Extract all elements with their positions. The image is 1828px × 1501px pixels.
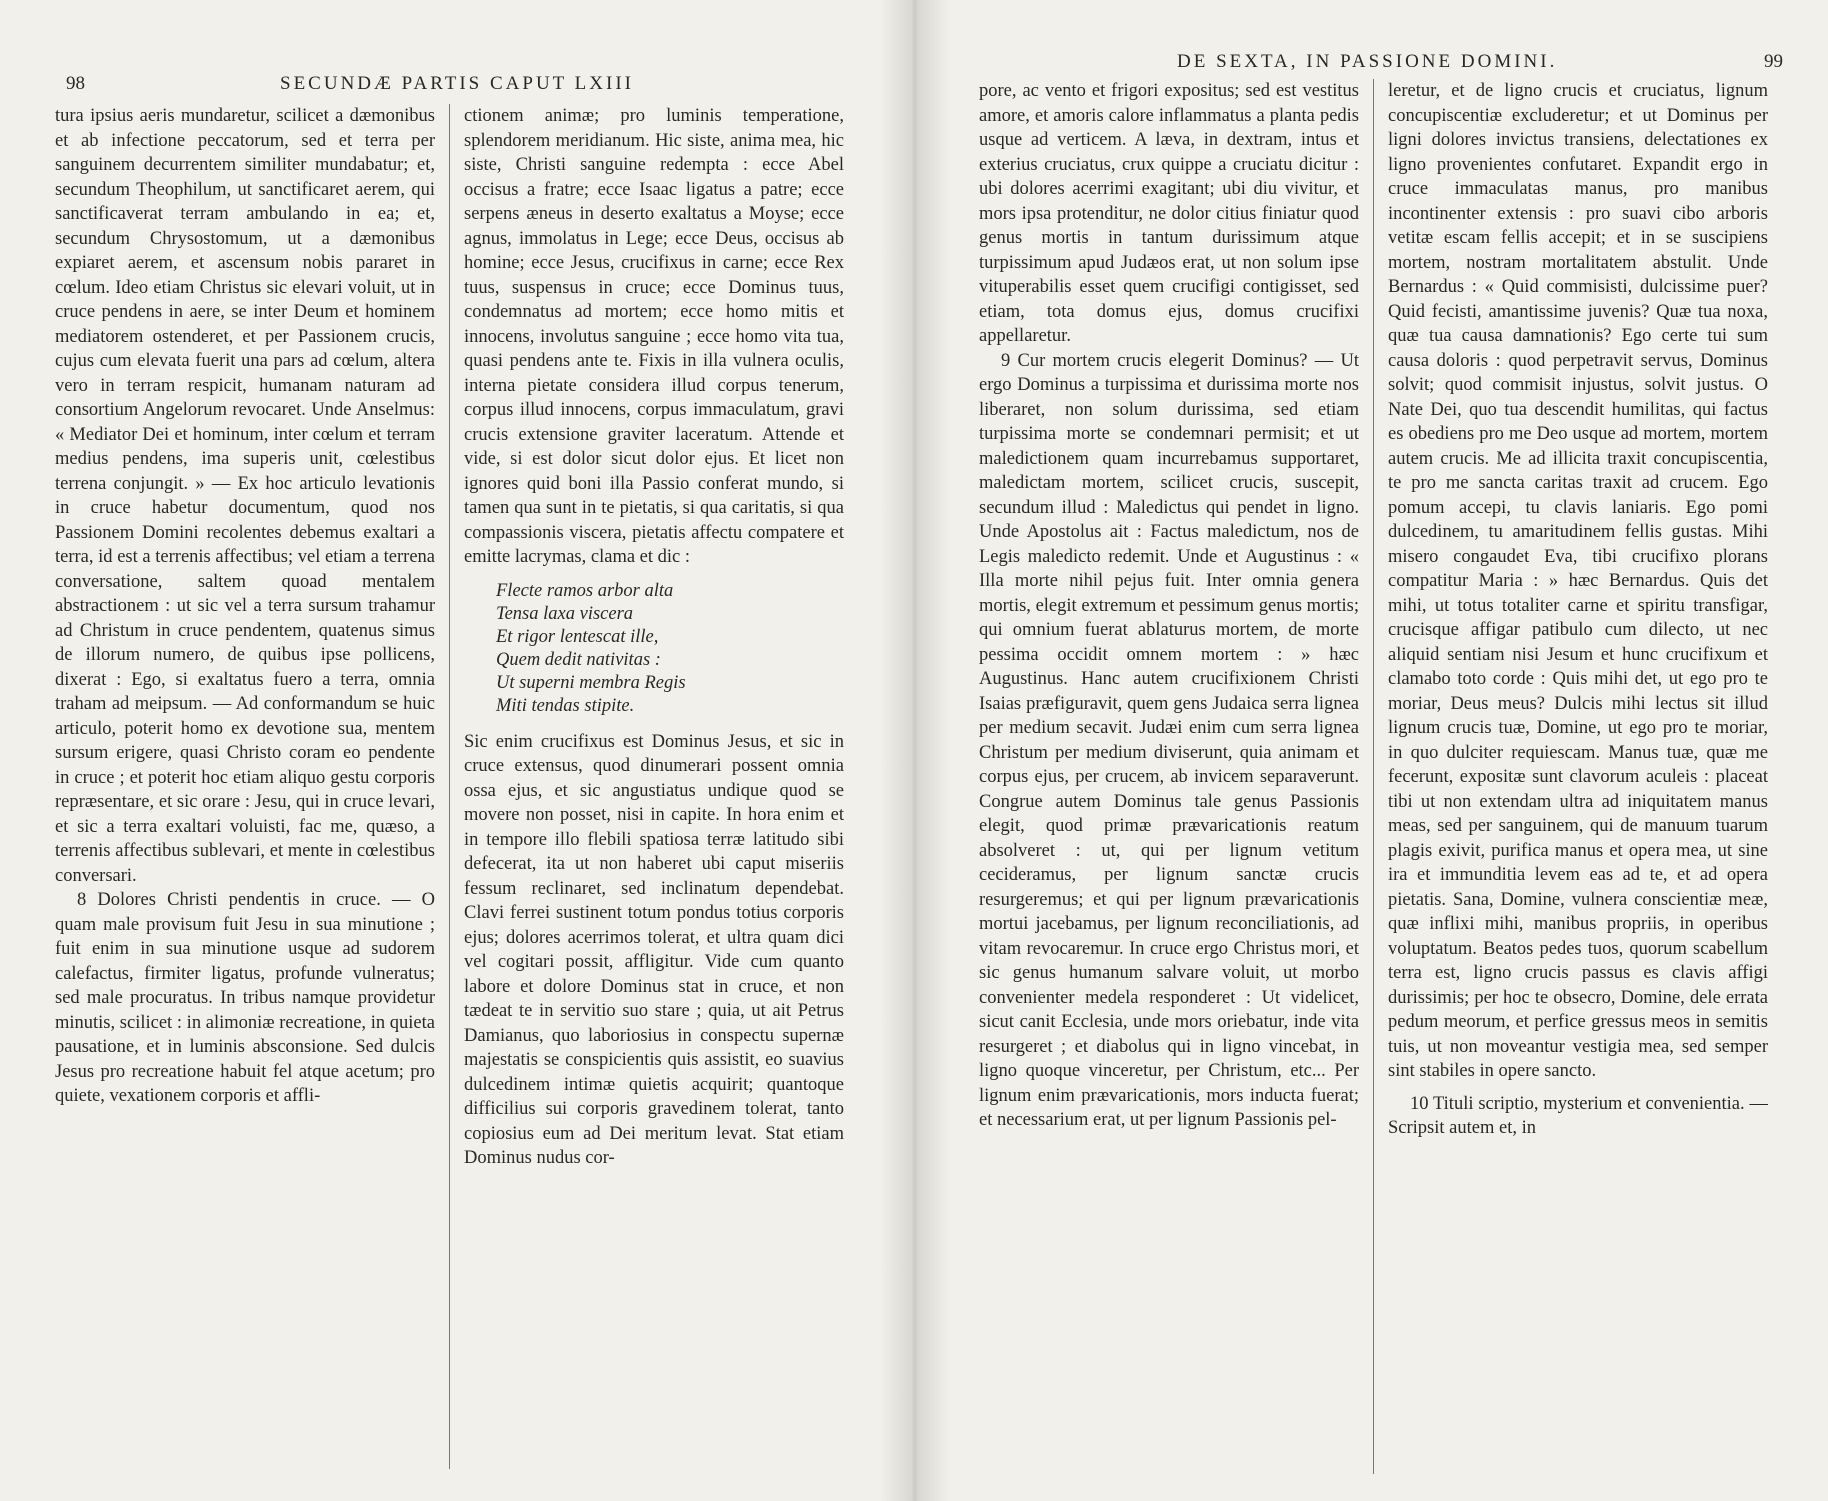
column-rule [449,104,450,1469]
section-9-paragraph: 9 Cur mortem crucis elegerit Dominus? — Ut ergo Dominus a turpissima et durissima morte nos liberaret, non solum durissima, sed etiam turpissima morte se condemnari permisit; et ut maledictionem quam incurrebamus supportaret, maledictam mortem, scilicet crucis, suscepit, secundum illud : Maledictus qui pendet in ligno. Unde Apostolus ait : Factus maledictum, nos de Legis maledicto redemit. Unde et Augustinus : « Illa morte nihil pejus fuit. Inter omnia genera mortis, elegit extremum et pessimum genus mortis; qui omnium fuerat ablaturus mortem, de morte pessima occidit omnem mortem : » hæc Augustinus. Hanc autem crucifixionem Christi Isaias præfiguravit, quem gens Judaica serra lignea per medium secavit. Judæi enim cum serra lignea Christum per medium diviserunt, quia animam et corpus ejus, per crucem, ab invicem separaverunt. Congrue autem Dominus tale genus Passionis elegit, quod primæ prævaricationis reatum absolveret : ut, qui per lignum vetitum cecideramus, per lignum sanctæ crucis resurgeremus; et qui per lignum prævaricationis mortui jacebamus, per lignum reconciliationis, ad vitam revocaremur. In cruce ergo Christus mori, et sic genus humanum salvare voluit, ut morbo convenienter medela responderet : Ut videlicet, sicut canit Ecclesia, unde mors oriebatur, inde vita resurgeret ; et diabolus qui in ligno vincebat, in ligno quoque vinceretur, per Christum, etc... Per lignum enim prævaricationis, mors inducta fuerat; et necessarium erat, ut per lignum Passionis pel- [979,350,1359,1130]
left-column-1 [55,104,435,1474]
running-title: SECUNDÆ PARTIS CAPUT LXIII [280,73,634,94]
page-number: 99 [1764,51,1783,72]
paragraph: Sic enim crucifixus est Dominus Jesus, et sic in cruce extensus, quod dinumerari possent omnia ossa ejus, et sic angustiatus undique quod se movere non posset, nisi in capite. In hora enim et in tempore illo flebili spatiosa terræ latitudo sibi defecerat, ita ut non haberet ubi caput miseriis fessum reclinaret, sed inclinatum dependebat. Clavi ferrei sustinent totum pondus totius corporis ejus; dolores acerrimos tolerat, et ultra quam dici vel cogitari possit, affligitur. Vide cum quanto labore et dolore Dominus stat in cruce, et non tædeat te in servitio suo stare ; quia, ut ait Petrus Damianus, quo laboriosius in conspectu supernæ majestatis se conspicientis quis assistit, eo suavius dulcedinem intimæ quietis acquirit; quantoque difficilius sui corporis gravedinem tolerat, tanto copiosius eum ad Dei meritum levat. Stat etiam Dominus nudus cor- [464,731,844,1168]
section-8-paragraph: 8 Dolores Christi pendentis in cruce. — O quam male provisum fuit Jesu in sua minutione ; fuit enim in sua minutione usque ad sudorem calefactus, firmiter ligatus, profunde vulneratus; sed male procuratus. In tribus namque providetur minutis, scilicet : in alimoniæ recreatione, in quieta pausatione, et in luminis absconsione. Sed dulcis Jesus pro recreatione habuit fel atque acetum; pro quiete, vexationem corporis et affli- [55,890,435,1106]
poem-line: Tensa laxa viscera [496,603,634,624]
page-number: 98 [66,73,85,94]
section-10-paragraph: 10 Tituli scriptio, mysterium et convenientia. — Scripsit autem et, in [1388,1093,1768,1138]
hymn-stanza [464,580,844,718]
right-column-1 [979,79,1359,1469]
poem-line: Et rigor lentescat ille, [496,626,659,647]
paragraph: pore, ac vento et frigori expositus; sed est vestitus amore, et amoris calore inflammatus a planta pedis usque ad verticem. A læva, in dextram, intus et exterius cruciatus, crux quippe a cruciatu dicitur : ubi dolores acerrimi exagitant; ubi diu vivitur, et mors ipsa protenditur, ne dolor citius finiatur quod genus mortis in tantum durissimum atque turpissimum apud Judæos erat, ut non solum ipse vituperabilis esset quem crucifigi contigisset, sed etiam, tota domus ejus, domus crucifixi appellaretur. [979,81,1359,346]
right-page [914,0,1828,1501]
column-rule [1373,79,1374,1474]
left-column-2 [464,104,844,1474]
paragraph: ctionem animæ; pro luminis temperatione, splendorem meridianum. Hic siste, anima mea, hic siste, Christi sanguine redempta : ecce Abel occisus a fratre; ecce Isaac ligatus a patre; ecce serpens æneus in deserto exaltatus a Moyse; ecce agnus, immolatus in Lege; ecce Deus, occisus ab homine; ecce Jesus, crucifixus in carne; ecce Rex tuus, suspensus in cruce; ecce Dominus tuus, condemnatus ad mortem; ecce homo mitis et innocens, involutus sanguine ; ecce homo vita tua, quasi pendens ante te. Fixis in illa vulnera oculis, interna pietate considera illud corpus tenerum, corpus illud innocens, corpus immaculatum, gravi crucis extensione graviter laceratum. Attende et vide, si est dolor sicut dolor ejus. Et licet non ignores quid boni illa Passio conferat mundo, si tamen qua sunt in te pietatis, si qua caritatis, si qua compassionis viscera, pietatis affectu compatere et emitte lacrymas, clama et dic : [464,106,844,567]
poem-line: Miti tendas stipite. [496,695,635,716]
running-title: DE SEXTA, IN PASSIONE DOMINI. [1177,51,1558,72]
poem-line: Quem dedit nativitas : [496,649,661,670]
poem-line: Flecte ramos arbor alta [496,580,674,601]
paragraph: leretur, et de ligno crucis et cruciatus, lignum concupiscentiæ excluderetur; et ut Dominus per ligni dolores invictus transiens, delectationes ex ligno provenientes confutaret. Expandit ergo in cruce immaculatas manus, pro manibus incontinenter extensis : pro suavi cibo arboris vetitæ escam fellis accepit; et in se suscipiens mortem, nostram mortalitatem abstulit. Unde Bernardus : « Quid commisisti, dulcissime puer? Quid fecisti, amantissime juvenis? Quæ tua noxa, quæ tua causa damnationis? Ego certe tui sum causa doloris : quod perpetravit servus, Dominus solvit; quod commisit injustus, solvit justus. O Nate Dei, quo tua descendit humilitas, qui factus es obediens pro me Deo usque ad mortem, mortem autem crucis. Me ad illicita traxit concupiscentia, te pro me sancta caritas traxit ad crucem. Ego pomum accepi, tu clavis laniaris. Ego pomi dulcedinem, tu amaritudinem fellis gustas. Mihi misero congaudet Eva, tibi crucifixo plorans compatitur Maria : » hæc Bernardus. Quis det mihi, ut totus totaliter carne et spiritu transfigar, crucisque affigar patibulo cum dilecto, ut nec aliquid sentiam nisi Jesum et hunc crucifixum et clamabo toto corde : Quis mihi det, ut ego pro te moriar, Deus meus? Dulcis mihi lectus sit illud lignum crucis tuæ, Domine, ut ego pro te moriar, in quo dulciter requiescam. Manus tuæ, quæ me fecerunt, expositæ sunt clavorum aculeis : placeat tibi ut non extendam ultra ad iniquitatem manus meas, sed per sanguinem, qui de manuum tuarum plagis exivit, purifica manus et opera mea, ut sine ira et immunditia levem eas ad te, et ad opera pietatis. Sana, Domine, vulnera conscientiæ meæ, quæ inflixi mihi, manibus propriis, in operibus voluptatum. Beatos pedes tuos, quorum scabellum terra est, ligno crucis passus es clavis affigi durissimis; per hoc te obsecro, Domine, dele errata pedum meorum, et perfice gressus meos in semitis tuis, ut non moveantur vestigia mea, sed semper sint stabiles in opere sancto. [1388,81,1768,1081]
poem-line: Ut superni membra Regis [496,672,686,693]
right-column-2 [1388,79,1768,1469]
paragraph: tura ipsius aeris mundaretur, scilicet a dæmonibus et ab infectione peccatorum, sed et terra per sanguinem decurrentem similiter mundabatur; et, secundum Theophilum, ut sanctificaret aerem, qui sanctificaverat terram ambulando in ea; et, secundum Chrysostomum, ut a dæmonibus expiaret aerem, et ascensum nobis pararet in cœlum. Ideo etiam Christus sic elevari voluit, ut in cruce pendens in aere, se inter Deum et hominem mediatorem ostenderet, et per Passionem crucis, cujus cum elevata fuerit una pars ad cœlum, altera vero in terram respicit, humanam naturam ad consortium Angelorum revocaret. Unde Anselmus: « Mediator Dei et hominum, inter cœlum et terram medius pendens, ima superis unit, cœlestibus terrena conjungit. » — Ex hoc articulo levationis in cruce habetur documentum, quod nos Passionem Domini recolentes debemus exaltari a terra, id est a terrenis affectibus; vel etiam a terrena conversatione, saltem quoad mentalem abstractionem : ut sic vel a terra sursum trahamur ad Christum in cruce pendentem, quatenus simus de illorum numero, de quibus ipse pollicens, dixerat : Ego, si exaltatus fuero a terra, omnia traham ad meipsum. — Ad conformandum se huic articulo, poterit homo ex devotione sua, mentem sursum erigere, quasi Christo coram eo pendente in cruce ; et poterit hoc etiam aliquo gestu corporis repræsentare, et sic orare : Jesu, qui in cruce levari, et sic a terra exaltari voluisti, fac me, quæso, a terrenis affectibus sublevari, et mente in cœlestibus conversari. [55,106,435,886]
